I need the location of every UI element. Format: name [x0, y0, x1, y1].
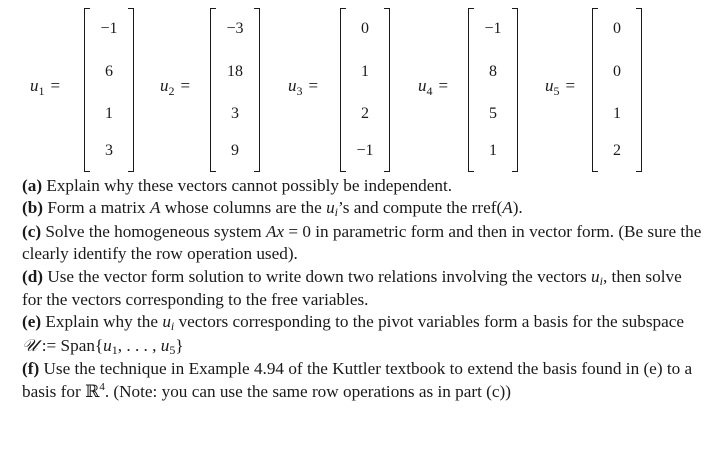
- vector-label-u1: $u_1$ =: [30, 76, 61, 98]
- vector-u5-entry-2: 0: [613, 63, 621, 80]
- vector-u1: [84, 8, 134, 172]
- vector-u5-entry-3: 1: [613, 105, 621, 122]
- vector-u1-entry-1: −1: [100, 20, 118, 37]
- vector-u5-entry-1: 0: [613, 20, 621, 37]
- question-e: (e) Explain why the ui vectors corresponding to the pivot variables form a basis for the subspace 𝒰 := Span{u1, . . . , u5}: [22, 312, 685, 357]
- question-b-tag: (b): [22, 198, 44, 218]
- vector-u3: [340, 8, 390, 172]
- vector-u5-entry-4: 2: [613, 142, 621, 159]
- question-f-tag: (f): [22, 359, 40, 379]
- question-c-tag: (c): [22, 221, 42, 241]
- vector-u1-entry-3: 1: [105, 105, 113, 122]
- vector-u4-entry-1: −1: [484, 20, 502, 37]
- vector-label-u3: $u_3$ =: [288, 76, 319, 98]
- vector-u2: [210, 8, 260, 172]
- vector-u4-entry-4: 1: [489, 142, 497, 159]
- vector-u5: [592, 8, 642, 172]
- vector-u4-entry-3: 5: [489, 105, 497, 122]
- vector-u1-entry-4: 3: [105, 142, 113, 159]
- vector-label-u2: $u_2$ =: [160, 76, 191, 98]
- question-a: (a) Explain why these vectors cannot possibly be independent.: [22, 176, 453, 195]
- question-d-tag: (d): [22, 266, 44, 286]
- question-a-tag: (a): [22, 176, 43, 195]
- questions: [22, 175, 702, 405]
- question-d: (d) Use the vector form solution to write down two relations involving the vectors ui, then solve for the vectors corresponding to the free variables.: [22, 266, 682, 310]
- vector-u2-entry-3: 3: [231, 105, 239, 122]
- question-f: (f) Use the technique in Example 4.94 of the Kuttler textbook to extend the basis found in (e) to a basis for ℝ$^4$. (Note: you can use the same row operations as in part (c)): [22, 359, 693, 401]
- question-e-tag: (e): [22, 312, 42, 332]
- vector-u3-entry-2: 1: [361, 63, 369, 80]
- vector-u2-entry-4: 9: [231, 142, 239, 159]
- vector-label-u4: $u_4$ =: [418, 76, 449, 98]
- vector-u4: [468, 8, 518, 172]
- vector-u2-entry-2: 18: [227, 63, 243, 80]
- vector-u2-entry-1: −3: [226, 20, 244, 37]
- vector-u3-entry-4: −1: [356, 142, 374, 159]
- vector-u1-entry-2: 6: [105, 63, 113, 80]
- question-c: (c) Solve the homogeneous system Ax = 0 in parametric form and then in vector form. (Be sure the clearly identify the row operation used).: [22, 221, 702, 264]
- vectors-row: [0, 0, 714, 175]
- vector-u3-entry-1: 0: [361, 20, 369, 37]
- vector-label-u5: $u_5$ =: [545, 76, 576, 98]
- vector-u4-entry-2: 8: [489, 63, 497, 80]
- question-b: (b) Form a matrix A whose columns are the ui’s and compute the rref(A).: [22, 198, 523, 220]
- vector-u3-entry-3: 2: [361, 105, 369, 122]
